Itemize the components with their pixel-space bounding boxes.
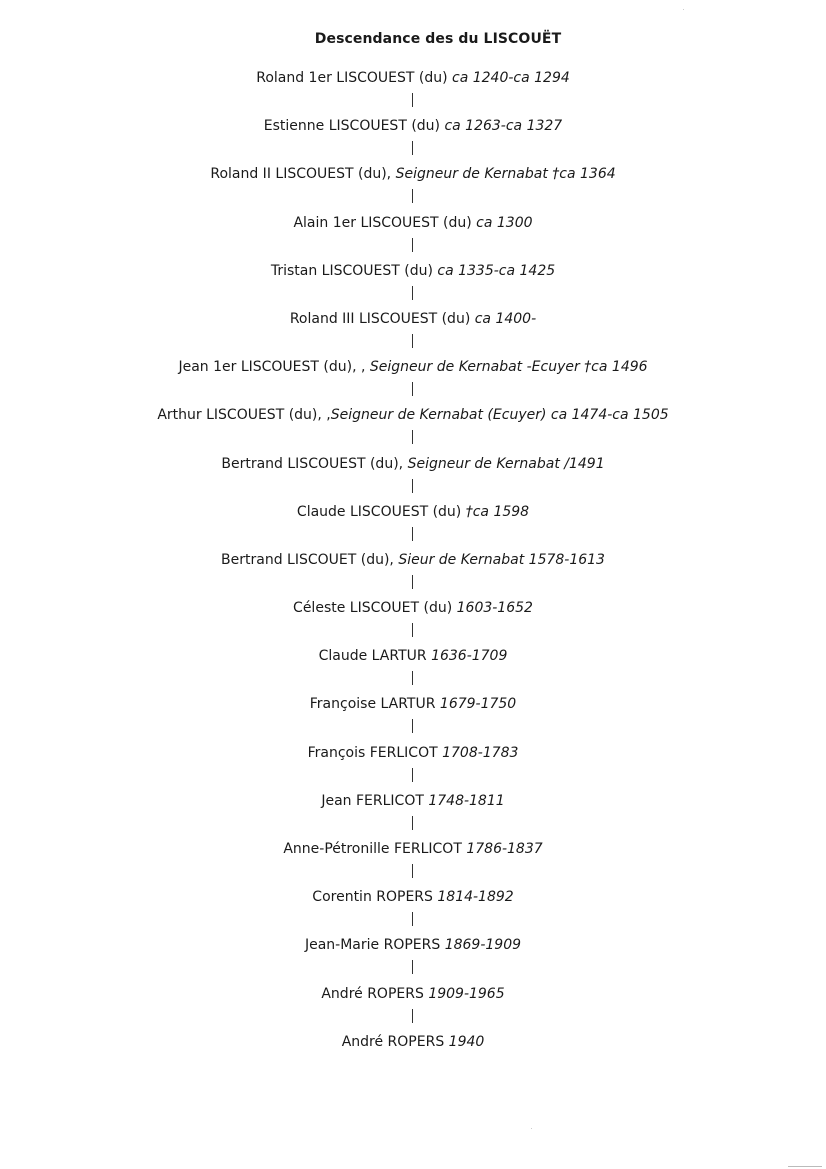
scan-speck: [531, 1128, 532, 1129]
descent-connector: [412, 430, 413, 444]
generation-entry: [0, 743, 826, 791]
person-dates: Seigneur de Kernabat /1491: [407, 455, 605, 472]
generation-entry: [0, 839, 826, 887]
descent-connector: [412, 575, 413, 589]
person-dates: Seigneur de Kernabat †ca 1364: [395, 166, 616, 183]
generation-entry: [0, 68, 826, 116]
person-dates: 1786-1837: [466, 841, 543, 857]
person-dates: Seigneur de Kernabat (Ecuyer) ca 1474-ca 1505: [330, 407, 669, 424]
person-dates: 1603-1652: [456, 600, 533, 617]
descent-connector: [412, 864, 413, 878]
generation-entry: [0, 694, 826, 742]
person-name: Tristan LISCOUEST (du): [270, 262, 438, 279]
person-name: Jean FERLICOT: [321, 792, 429, 809]
generation-entry: [0, 646, 826, 694]
person-name: André ROPERS: [341, 1033, 449, 1050]
person-name: Roland III LISCOUEST (du): [289, 310, 475, 327]
person-dates: ca 1335-ca 1425: [437, 262, 556, 279]
descent-connector: [412, 1009, 413, 1023]
generation-entry: [0, 454, 826, 502]
person-dates: 1748-1811: [428, 792, 505, 809]
person-name: Bertrand LISCOUEST (du),: [221, 455, 408, 472]
generation-entry: [0, 405, 826, 453]
page-title: Descendance des du LISCOUËT: [314, 31, 562, 47]
descent-connector: [412, 141, 413, 155]
descent-connector: [412, 623, 413, 637]
descent-connector: [412, 238, 413, 252]
person-name: Corentin ROPERS: [312, 889, 438, 906]
person-name: André ROPERS: [321, 985, 429, 1002]
person-name: Estienne LISCOUEST (du): [263, 118, 445, 135]
person-dates: 1708-1783: [442, 744, 519, 761]
descent-connector: [412, 286, 413, 300]
descent-connector: [412, 334, 413, 348]
descent-connector: [412, 527, 413, 541]
person-name: Claude LARTUR: [318, 648, 432, 665]
person-name: François FERLICOT: [307, 744, 443, 761]
person-name: Alain 1er LISCOUEST (du): [293, 214, 477, 231]
person-dates: 1636-1709: [431, 648, 508, 665]
person-name: Jean-Marie ROPERS: [304, 937, 445, 954]
person-dates: ca 1300: [476, 214, 533, 231]
descent-connector: [412, 816, 413, 830]
person-dates: 1679-1750: [439, 696, 517, 713]
person-dates: †ca 1598: [465, 503, 530, 520]
person-dates: 1940: [448, 1033, 485, 1050]
person-dates: Seigneur de Kernabat -Ecuyer †ca 1496: [369, 359, 648, 376]
generation-entry: [0, 935, 826, 983]
scan-speck: [683, 9, 684, 10]
person-name: Céleste LISCOUET (du): [293, 600, 457, 617]
person-name: Bertrand LISCOUET (du),: [221, 551, 399, 568]
generation-entry: [0, 116, 826, 164]
descent-connector: [412, 479, 413, 493]
descent-connector: [412, 960, 413, 974]
person-dates: 1909-1965: [428, 985, 505, 1002]
generation-entry: [0, 164, 826, 212]
person-dates: Sieur de Kernabat 1578-1613: [398, 551, 605, 568]
person-dates: 1869-1909: [444, 937, 522, 954]
generation-entry: [0, 502, 826, 550]
generation-entry: [0, 309, 826, 357]
generation-entry: [0, 984, 826, 1032]
generation-entry: [0, 261, 826, 309]
generation-entry: [0, 213, 826, 261]
descent-connector: [412, 382, 413, 396]
person-dates: 1814-1892: [437, 889, 514, 906]
descent-connector: [412, 768, 413, 782]
generation-entry: [0, 791, 826, 839]
descent-connector: [412, 719, 413, 733]
person-dates: ca 1400-: [474, 310, 537, 327]
descent-connector: [412, 912, 413, 926]
person-dates: ca 1263-ca 1327: [444, 118, 563, 135]
descent-connector: [412, 671, 413, 685]
descent-connector: [412, 93, 413, 107]
generation-entry: [0, 598, 826, 646]
person-name: Jean 1er LISCOUEST (du), ,: [178, 359, 370, 376]
person-name: Claude LISCOUEST (du): [296, 503, 466, 520]
descendance-tree: [0, 68, 826, 1080]
generation-entry: [0, 1032, 826, 1080]
person-name: Roland 1er LISCOUEST (du): [256, 70, 453, 86]
generation-entry: [0, 357, 826, 405]
person-name: Arthur LISCOUEST (du), ,: [157, 407, 331, 424]
person-name: Françoise LARTUR: [309, 696, 440, 713]
generation-entry: [0, 550, 826, 598]
person-name: Roland II LISCOUEST (du),: [210, 166, 396, 183]
person-dates: ca 1240-ca 1294: [452, 70, 570, 86]
generation-entry: [0, 887, 826, 935]
descent-connector: [412, 189, 413, 203]
person-name: Anne-Pétronille FERLICOT: [283, 841, 467, 857]
